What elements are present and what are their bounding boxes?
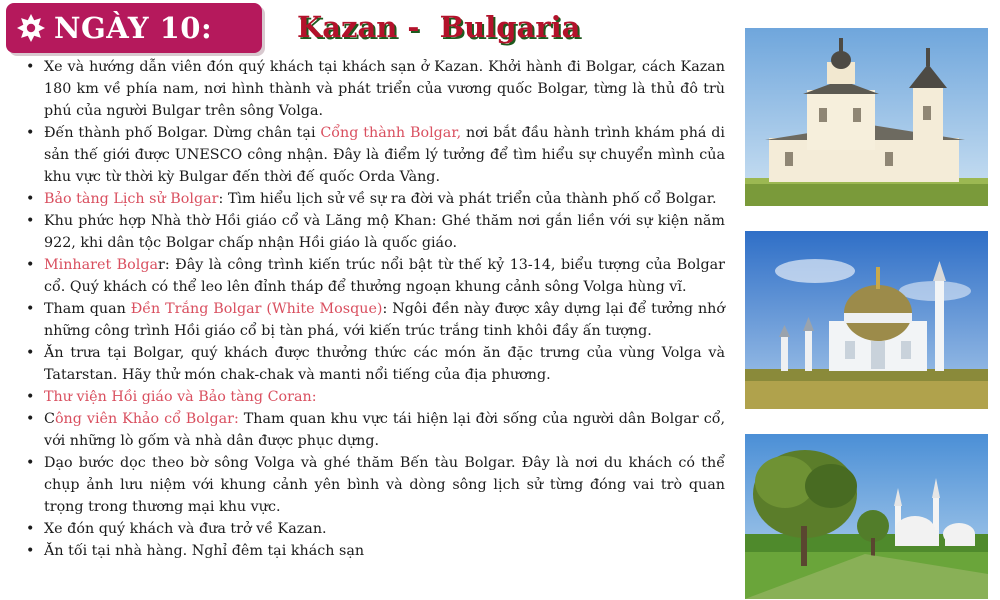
starburst-icon [16,13,46,43]
itinerary-text: Đến thành phố Bolgar. Dừng chân tại [44,125,321,141]
park-mosques-photo [745,434,988,599]
itinerary-item [44,452,725,518]
itinerary-item [44,188,725,210]
day-label: NGÀY 10: [54,11,213,45]
itinerary-item [44,408,725,452]
route-title: Kazan - Bulgaria [297,10,581,44]
itinerary-text: C [44,411,55,427]
itinerary-text: Dạo bước dọc theo bờ sông Volga và ghé thăm Bến tàu Bolgar. Đây là nơi du khách có thể chụp ảnh lưu niệm với khung cảnh yên bình và dòng sông lịch sử từng đóng vai trò quan trọng trong thương mại khu vực. [44,455,725,515]
itinerary-text: Xe đón quý khách và đưa trở về Kazan. [44,521,327,537]
highlighted-place-name: Cổng thành Bolgar, [320,125,462,141]
highlighted-place-name: Thư viện Hồi giáo và Bảo tàng Coran: [44,389,317,405]
itinerary-text: Tham quan [44,301,131,317]
itinerary-text: : Tìm hiểu lịch sử về sự ra đời và phát triển của thành phố cổ Bolgar. [218,191,717,207]
highlighted-place-name: Đền Trắng Bolgar (White Mosque) [130,301,383,317]
church-photo [745,28,988,206]
itinerary-item [44,540,725,562]
itinerary-text: Ăn trưa tại Bolgar, quý khách được thưởng thức các món ăn đặc trưng của vùng Volga và Tatarstan. Hãy thử món chak-chak và manti nổi tiếng của địa phương. [44,345,725,383]
itinerary-list [22,56,725,562]
itinerary-text: Ăn tối tại nhà hàng. Nghỉ đêm tại khách sạn [44,543,365,559]
itinerary-item [44,386,725,408]
highlighted-place-name: ông viên Khảo cổ Bolgar: [54,411,239,427]
itinerary-text: nơi bắt đầu hành trình khám phá di sản thế giới được UNESCO công nhận. Đây là điểm lý tưởng để tìm hiểu sự chuyển mình của khu vực từ thời kỳ Bulgar đến thời đế quốc Orda Vàng. [44,125,726,185]
itinerary-text: Xe và hướng dẫn viên đón quý khách tại khách sạn ở Kazan. Khởi hành đi Bolgar, cách Kazan 180 km về phía nam, nơi hình thành và phát triển của vương quốc Bolgar, từng là thủ đô trù phú của người Bulgar trên sông Volga. [44,59,725,119]
highlighted-place-name: Bảo tàng Lịch sử Bolgar [44,191,219,207]
itinerary-item [44,122,725,188]
itinerary-text: Khu phức hợp Nhà thờ Hồi giáo cổ và Lăng mộ Khan: Ghé thăm nơi gắn liền với sự kiện năm 922, khi dân tộc Bolgar chấp nhận Hồi giáo là quốc giáo. [44,213,725,251]
itinerary-item [44,254,725,298]
itinerary-item [44,518,725,540]
itinerary-text: r: Đây là công trình kiến trúc nổi bật từ thế kỷ 13-14, biểu tượng của Bolgar cổ. Quý khách có thể leo lên đỉnh tháp để thưởng ngoạn khung cảnh sông Volga hùng vĩ. [44,257,725,295]
itinerary-item [44,56,725,122]
itinerary-text: Tham quan khu vực tái hiện lại đời sống của người dân Bolgar cổ, với những lò gốm và nhà dân được phục dựng. [44,411,725,449]
itinerary-item [44,210,725,254]
itinerary-text: : Ngôi đền này được xây dựng lại để tưởng nhớ những công trình Hồi giáo cổ bị tàn phá, với kiến trúc trắng tinh khôi đầy ấn tượng. [44,301,725,339]
highlighted-place-name: Minharet Bolga [44,257,159,273]
day-badge [6,3,262,53]
white-mosque-photo [745,231,988,409]
itinerary-item [44,298,725,342]
itinerary-item [44,342,725,386]
